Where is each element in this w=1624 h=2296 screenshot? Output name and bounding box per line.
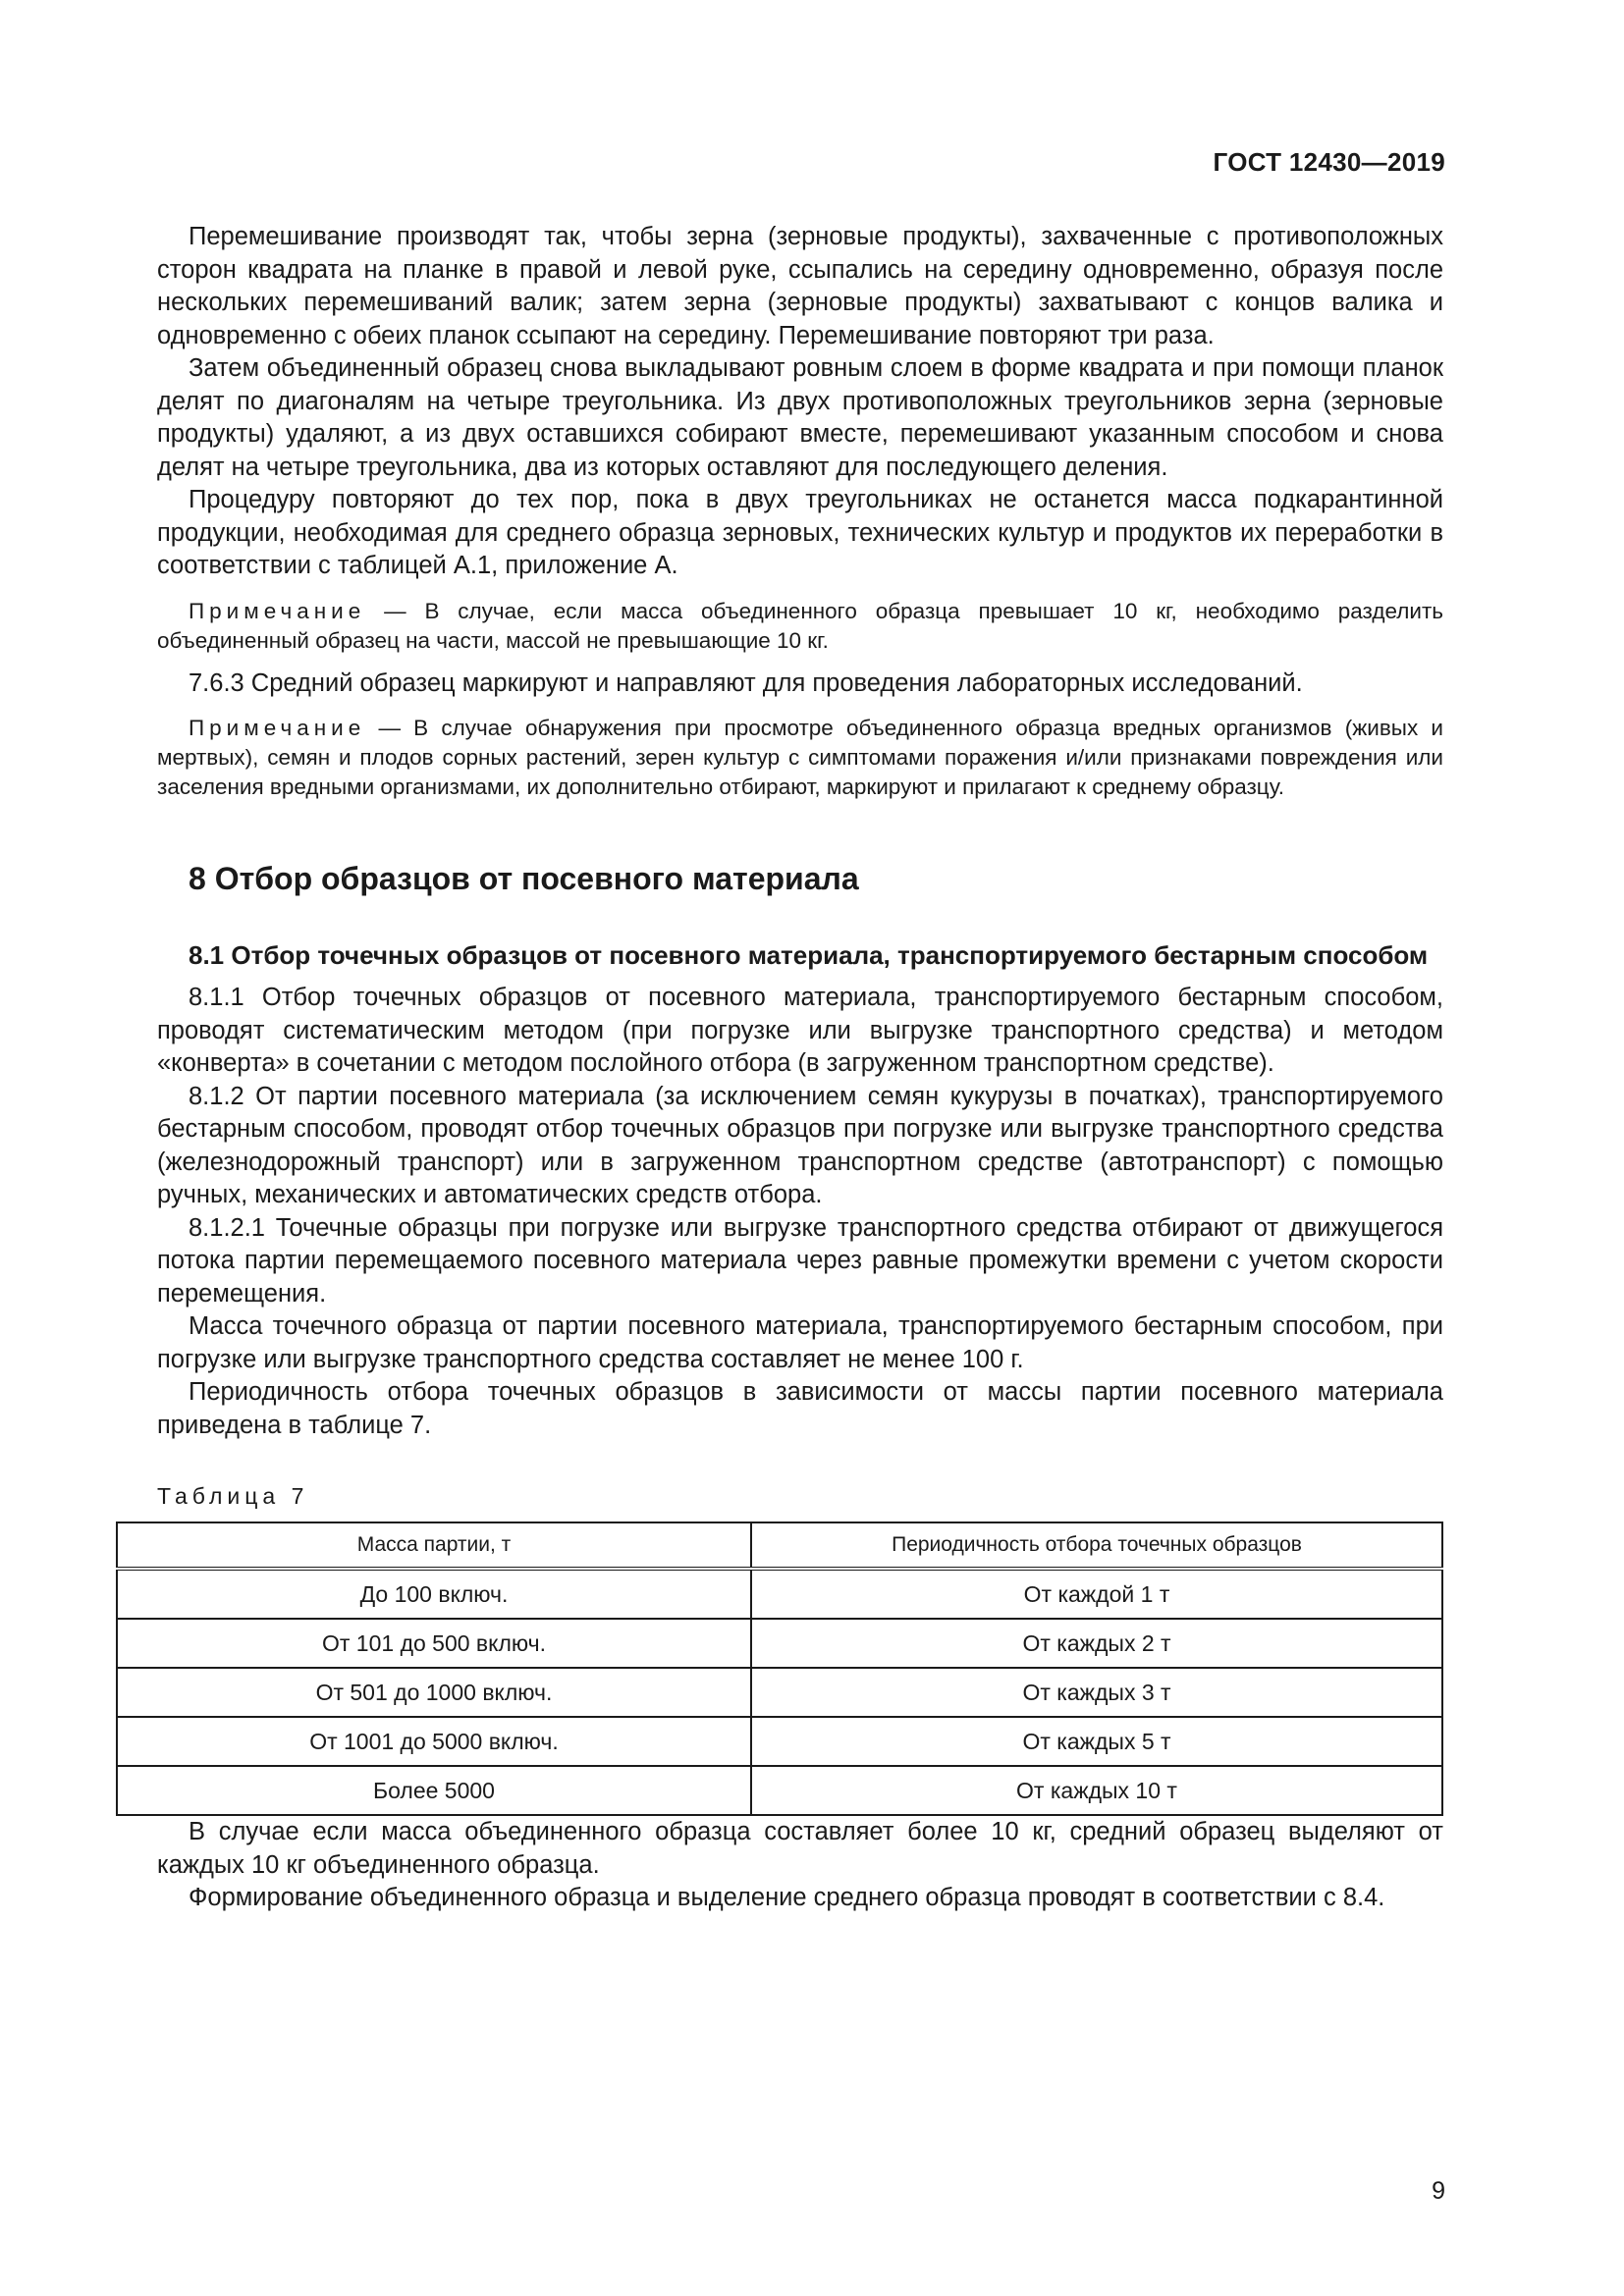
- paragraph-repeat-procedure: Процедуру повторяют до тех пор, пока в двух треугольниках не останется масса подкарантинной продукции, необходимая для среднего образца зерновых, технических культур и продуктов их переработки в соответствии с таблицей А.1, приложение А.: [157, 486, 1443, 579]
- table-cell: От 501 до 1000 включ.: [117, 1668, 751, 1717]
- note-harmful-organisms: [157, 714, 1443, 802]
- table-cell: От 1001 до 5000 включ.: [117, 1717, 751, 1766]
- paragraph-8-1-2-1: 8.1.2.1 Точечные образцы при погрузке или выгрузке транспортного средства отбирают от движущегося потока партии перемещаемого посевного материала через равные промежутки времени с учетом скорости перемещения.: [157, 1213, 1443, 1308]
- note-mass-exceeds: [157, 597, 1443, 656]
- paragraph-average-sample: В случае если масса объединенного образца составляет более 10 кг, средний образец выделяют от каждых 10 кг объединенного образца.: [157, 1818, 1443, 1879]
- paragraph-sample-mass: Масса точечного образца от партии посевного материала, транспортируемого бестарным способом, при погрузке или выгрузке транспортного средства составляет не менее 100 г.: [157, 1312, 1443, 1373]
- table-7-caption: Таблица 7: [157, 1483, 309, 1509]
- standard-code-header: ГОСТ 12430—2019: [1213, 147, 1445, 177]
- section-8-title: 8 Отбор образцов от посевного материала: [189, 861, 859, 896]
- table-cell: До 100 включ.: [117, 1569, 751, 1619]
- table-row: [117, 1766, 1442, 1815]
- paragraph-periodicity: Периодичность отбора точечных образцов в зависимости от массы партии посевного материала приведена в таблице 7.: [157, 1378, 1443, 1439]
- table-7: [116, 1522, 1443, 1816]
- table-row: [117, 1619, 1442, 1668]
- page-number: 9: [1432, 2177, 1445, 2205]
- paragraph-7-6-3: 7.6.3 Средний образец маркируют и направляют для проведения лабораторных исследований.: [189, 668, 1303, 697]
- paragraph-quartering: Затем объединенный образец снова выкладывают ровным слоем в форме квадрата и при помощи планок делят по диагоналям на четыре треугольника. Из двух противоположных треугольников зерна (зерновые продукты) удаляют, а из двух оставшихся собирают вместе, перемешивают указанным способом и снова делят на четыре треугольника, два из которых оставляют для последующего деления.: [157, 354, 1443, 481]
- table-cell: Более 5000: [117, 1766, 751, 1815]
- note-label: Примечание: [189, 716, 366, 740]
- table-header-row: [117, 1522, 1442, 1569]
- paragraph-formation: Формирование объединенного образца и выделение среднего образца проводят в соответствии с 8.4.: [189, 1884, 1385, 1911]
- table-row: [117, 1717, 1442, 1766]
- table-header-cell: Масса партии, т: [117, 1522, 751, 1569]
- paragraph-8-1-2: 8.1.2 От партии посевного материала (за исключением семян кукурузы в початках), транспортируемого бестарным способом, проводят отбор точечных образцов при погрузке или выгрузке транспортного средства (железнодорожный транспорт) или в загруженном транспортном средстве (автотранспорт) с помощью ручных, механических и автоматических средств отбора.: [157, 1082, 1443, 1208]
- paragraph-8-1-1: 8.1.1 Отбор точечных образцов от посевного материала, транспортируемого бестарным способом, проводят систематическим методом (при погрузке или выгрузке транспортного средства) и методом «конверта» в сочетании с методом послойного отбора (в загруженном транспортном средстве).: [157, 984, 1443, 1077]
- table-row: [117, 1569, 1442, 1619]
- note-label: Примечание: [189, 598, 366, 623]
- paragraph-mixing: Перемешивание производят так, чтобы зерна (зерновые продукты), захваченные с противоположных сторон квадрата на планке в правой и левой руке, ссыпались на середину одновременно, образуя после нескольких перемешиваний валик; затем зерна (зерновые продукты) захватывают с концов валика и одновременно с обеих планок ссыпают на середину. Перемешивание повторяют три раза.: [157, 223, 1443, 349]
- table-cell: От каждой 1 т: [751, 1569, 1442, 1619]
- table-cell: От каждых 10 т: [751, 1766, 1442, 1815]
- table-cell: От каждых 5 т: [751, 1717, 1442, 1766]
- subsection-8-1-title: 8.1 Отбор точечных образцов от посевного материала, транспортируемого бестарным способом: [189, 940, 1429, 970]
- table-row: [117, 1668, 1442, 1717]
- note-text: — В случае, если масса объединенного образца превышает 10 кг, необходимо разделить объединенный образец на части, массой не превышающие 10 кг.: [157, 598, 1443, 653]
- table-header-cell: Периодичность отбора точечных образцов: [751, 1522, 1442, 1569]
- document-body: [157, 221, 1443, 1915]
- table-cell: От 101 до 500 включ.: [117, 1619, 751, 1668]
- table-cell: От каждых 3 т: [751, 1668, 1442, 1717]
- note-text: — В случае обнаружения при просмотре объединенного образца вредных организмов (живых и мертвых), семян и плодов сорных растений, зерен культур с симптомами поражения и/или признаками повреждения или заселения вредными организмами, их дополнительно отбирают, маркируют и прилагают к среднему образцу.: [157, 716, 1443, 799]
- table-cell: От каждых 2 т: [751, 1619, 1442, 1668]
